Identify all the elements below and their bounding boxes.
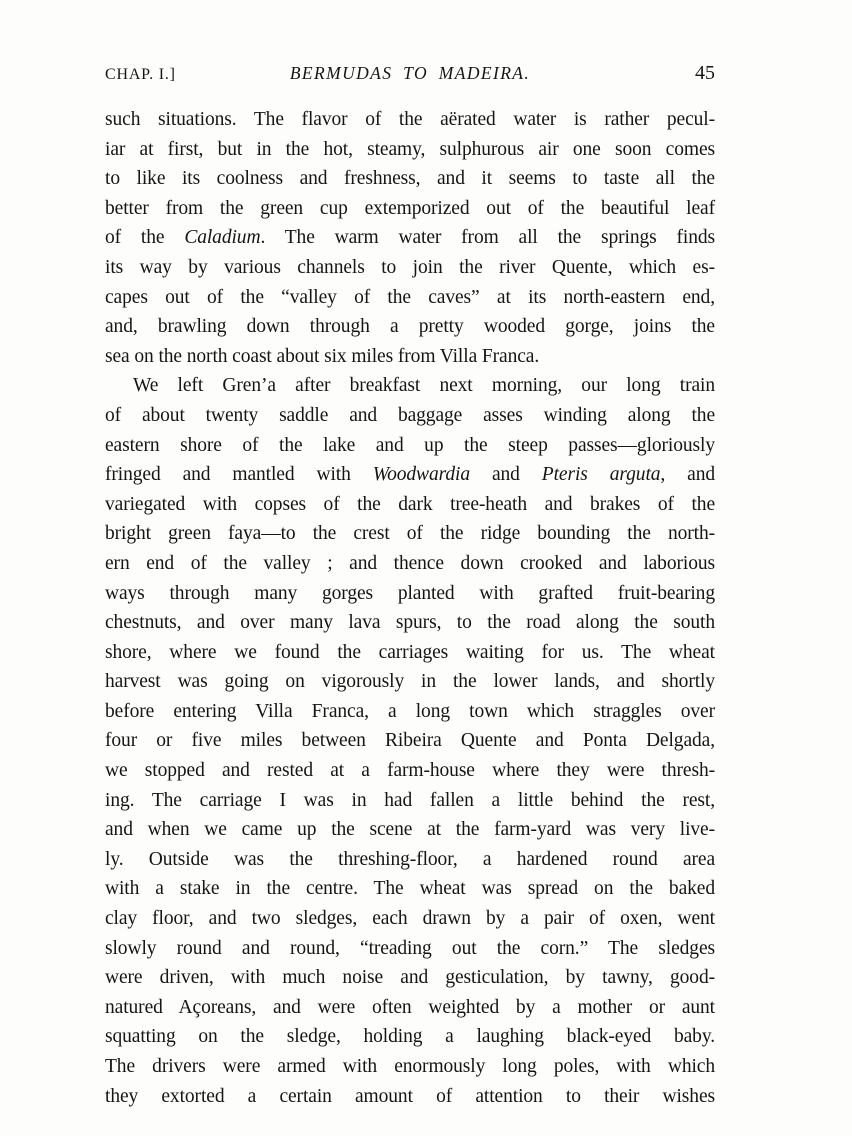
text-line	[105, 164, 715, 194]
text-line	[105, 519, 715, 549]
text-run: shore, where we found the carriages waiting for us. The wheat	[105, 641, 715, 663]
text-run: we stopped and rested at a farm-house where they were thresh-	[105, 760, 715, 782]
text-line	[105, 786, 715, 816]
text-line	[105, 579, 715, 609]
text-run: and	[469, 464, 542, 486]
text-run: capes out of the “valley of the caves” at its north-eastern end,	[105, 286, 715, 308]
text-run: natured Açoreans, and were often weighted by a mother or aunt	[105, 996, 715, 1018]
text-line	[105, 549, 715, 579]
text-run: variegated with copses of the dark tree-heath and brakes of the	[105, 493, 715, 515]
text-line	[105, 697, 715, 727]
text-line	[105, 1022, 715, 1052]
text-run: before entering Villa Franca, a long town which straggles over	[105, 700, 715, 722]
text-run: ways through many gorges planted with grafted fruit-bearing	[105, 582, 715, 604]
text-run: of about twenty saddle and baggage asses winding along the	[105, 404, 715, 426]
text-run: ing. The carriage I was in had fallen a little behind the rest,	[105, 789, 715, 811]
text-run: eastern shore of the lake and up the steep passes—gloriously	[105, 434, 715, 456]
text-run: slowly round and round, “treading out the corn.” The sledges	[105, 937, 715, 959]
text-line	[105, 993, 715, 1023]
text-run: and when we came up the scene at the farm-yard was very live-	[105, 819, 715, 841]
text-line	[105, 756, 715, 786]
text-line	[105, 431, 715, 461]
text-run: to like its coolness and freshness, and it seems to taste all the	[105, 168, 715, 190]
text-run: of the	[105, 227, 185, 249]
running-title: BERMUDAS TO MADEIRA.	[289, 63, 531, 83]
text-line	[105, 223, 715, 253]
text-run: . The warm water from all the springs finds	[260, 227, 715, 249]
text-line	[105, 371, 715, 401]
text-run: , and	[660, 464, 716, 486]
text-run: its way by various channels to join the river Quente, which es-	[105, 256, 715, 278]
text-run: better from the green cup extemporized out of the beautiful leaf	[105, 197, 715, 219]
text-line	[105, 105, 715, 135]
text-run: ern end of the valley ; and thence down crooked and laborious	[105, 552, 715, 574]
text-run: were driven, with much noise and gesticulation, by tawny, good-	[105, 967, 715, 989]
text-run: ly. Outside was the threshing-floor, a hardened round area	[105, 848, 715, 870]
text-line	[105, 342, 715, 372]
text-run: such situations. The flavor of the aërated water is rather pecul-	[105, 109, 715, 130]
chapter-label: CHAP. I.]	[105, 66, 176, 83]
text-run: sea on the north coast about six miles from Villa Franca.	[105, 345, 540, 367]
text-line	[105, 194, 715, 224]
text-line	[105, 874, 715, 904]
text-line	[105, 283, 715, 313]
text-run: We left Gren’a after breakfast next morning, our long train	[133, 375, 715, 397]
page-body	[105, 105, 715, 1111]
text-line	[105, 401, 715, 431]
text-run: chestnuts, and over many lava spurs, to the road along the south	[105, 612, 715, 634]
text-run: The drivers were armed with enormously long poles, with which	[105, 1056, 715, 1077]
text-run: they extorted a certain amount of attention to their wishes	[105, 1085, 715, 1107]
text-line	[105, 460, 715, 490]
text-run: with a stake in the centre. The wheat was spread on the baked	[105, 878, 715, 900]
text-line	[105, 1082, 715, 1112]
text-line	[105, 608, 715, 638]
text-run: clay floor, and two sledges, each drawn by a pair of oxen, went	[105, 908, 715, 930]
text-run: iar at first, but in the hot, steamy, sulphurous air one soon comes	[105, 138, 715, 160]
text-line	[105, 934, 715, 964]
text-line	[105, 963, 715, 993]
text-run: harvest was going on vigorously in the lower lands, and shortly	[105, 671, 715, 693]
text-line	[105, 904, 715, 934]
italic-text-run: Pteris arguta	[541, 464, 661, 486]
text-run: squatting on the sledge, holding a laughing black-eyed baby.	[105, 1026, 715, 1048]
text-line	[105, 1052, 715, 1082]
text-line	[105, 845, 715, 875]
italic-text-run: Woodwardia	[372, 464, 470, 486]
text-line	[105, 667, 715, 697]
page-header	[105, 62, 715, 88]
text-run: bright green faya—to the crest of the ridge bounding the north-	[105, 523, 715, 545]
text-line	[105, 638, 715, 668]
text-line	[105, 726, 715, 756]
page-number: 45	[695, 62, 715, 84]
italic-text-run: Caladium	[184, 227, 261, 249]
text-line	[105, 490, 715, 520]
text-run: and, brawling down through a pretty wooded gorge, joins the	[105, 316, 715, 338]
text-line	[105, 135, 715, 165]
text-run: fringed and mantled with	[105, 464, 373, 486]
text-line	[105, 253, 715, 283]
text-run: four or five miles between Ribeira Quente and Ponta Delgada,	[105, 730, 715, 752]
text-line	[105, 815, 715, 845]
text-line	[105, 312, 715, 342]
